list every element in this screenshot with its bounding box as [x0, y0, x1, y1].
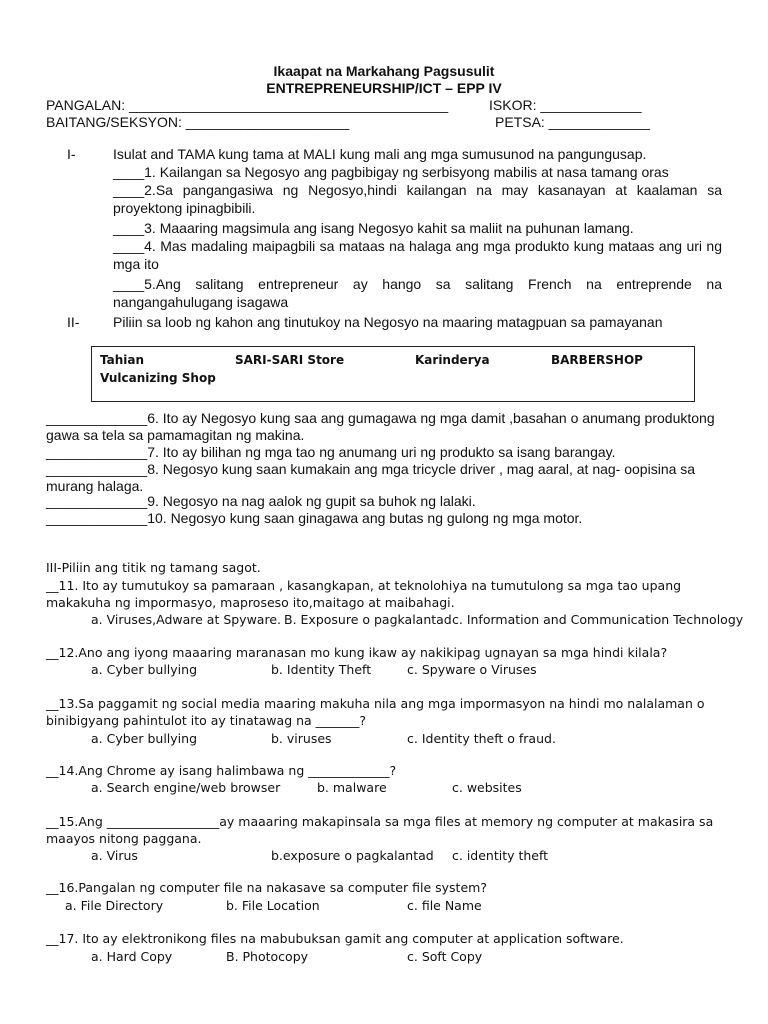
- choice-vulcanizing-shop: Vulcanizing Shop: [100, 371, 216, 385]
- q16-choice-a: a. File Directory: [65, 898, 164, 913]
- choice-karinderya: Karinderya: [415, 353, 490, 367]
- choice-barbershop: BARBERSHOP: [551, 353, 643, 367]
- exam-title: Ikaapat na Markahang Pagsusulit: [273, 63, 495, 79]
- choices-box: [91, 346, 695, 402]
- q15-choice-b: b.exposure o pagkalantad: [271, 848, 434, 863]
- q11-choice-a: a. Viruses,Adware at Spyware.: [91, 612, 281, 627]
- part1-instruction: Isulat and TAMA kung tama at MALI kung mali ang mga sumusunod na pangungusap.: [113, 146, 647, 162]
- part1-numeral: I-: [67, 146, 76, 162]
- part2-item-6: _____________6. Ito ay Negosyo kung saa ang gumagawa ng mga damit ,basahan o anumang produktong gawa sa tela sa pamamagitan ng makina.: [46, 410, 715, 443]
- q13-stem: __13.Sa paggamit ng social media maaring makuha nila ang mga impormasyon na hindi mo nalalaman o binibigyang pahintulot ito ay tinatawag na _______?: [46, 696, 705, 728]
- part1-item-1: ____1. Kailangan sa Negosyo ang pagbibigay ng serbisyong mabilis at nasa tamang oras: [113, 164, 669, 180]
- subject-title: ENTREPRENEURSHIP/ICT – EPP IV: [266, 80, 502, 96]
- name-field[interactable]: PANGALAN: _________________________________________: [46, 97, 449, 113]
- q17-stem: __17. Ito ay elektronikong files na mabubuksan gamit ang computer at application software.: [46, 931, 624, 946]
- part2-item-7: _____________7. Ito ay bilihan ng mga tao ng anumang uri ng produkto sa isang barangay.: [46, 444, 616, 460]
- choice-sari-sari-store: SARI-SARI Store: [235, 353, 345, 367]
- q15-choice-a: a. Virus: [91, 848, 138, 863]
- q16-choice-c: c. file Name: [407, 898, 482, 913]
- q17-choice-a: a. Hard Copy: [91, 949, 173, 964]
- part2-item-8: _____________8. Negosyo kung saan kumakain ang mga tricycle driver , mag aaral, at nag- oopisina sa murang halaga.: [46, 461, 696, 494]
- part2-instruction: Piliin sa loob ng kahon ang tinutukoy na Negosyo na maaring matagpuan sa pamayanan: [113, 314, 663, 330]
- part2-item-9: _____________9. Negosyo na nag aalok ng gupit sa buhok ng lalaki.: [46, 493, 476, 509]
- q14-stem: __14.Ang Chrome ay isang halimbawa ng _____________?: [46, 763, 397, 778]
- section-field[interactable]: BAITANG/SEKSYON: _____________________: [46, 114, 350, 130]
- part1-item-3: ____3. Maaaring magsimula ang isang Negosyo kahit sa maliit na puhunan lamang.: [113, 220, 634, 236]
- part2-item-10: _____________10. Negosyo kung saan ginagawa ang butas ng gulong ng mga motor.: [46, 510, 583, 526]
- q11-choice-c: c. Information and Communication Technology: [452, 612, 744, 627]
- part1-item-5: ____5.Ang salitang entrepreneur ay hango sa salitang French na entreprende na nangangahulugang isagawa: [113, 276, 722, 310]
- q13-choice-c: c. Identity theft o fraud.: [407, 731, 556, 746]
- q16-stem: __16.Pangalan ng computer file na nakasave sa computer file system?: [46, 880, 487, 895]
- q15-choice-c: c. identity theft: [452, 848, 549, 863]
- q14-choice-b: b. malware: [317, 780, 387, 795]
- q14-choice-a: a. Search engine/web browser: [91, 780, 281, 795]
- part1-item-4: ____4. Mas madaling maipagbili sa mataas na halaga ang mga produkto kung mataas ang uri ng mga ito: [113, 238, 722, 272]
- q13-choice-a: a. Cyber bullying: [91, 731, 197, 746]
- part3-instruction: III-Piliin ang titik ng tamang sagot.: [46, 560, 261, 575]
- q12-choice-b: b. Identity Theft: [271, 662, 372, 677]
- date-field[interactable]: PETSA: _____________: [495, 114, 650, 130]
- q11-stem: __11. Ito ay tumutukoy sa pamaraan , kasangkapan, at teknolohiya na tumutulong sa mga tao upang makakuha ng impormasyo, maproseso ito,maitago at maibahagi.: [46, 578, 682, 610]
- q14-choice-c: c. websites: [452, 780, 522, 795]
- q12-choice-c: c. Spyware o Viruses: [407, 662, 537, 677]
- choice-tahian: Tahian: [100, 353, 145, 367]
- q12-stem: __12.Ano ang iyong maaaring maranasan mo kung ikaw ay nakikipag ugnayan sa mga hindi kilala?: [46, 645, 668, 660]
- q17-choice-c: c. Soft Copy: [407, 949, 483, 964]
- q15-stem: __15.Ang __________________ay maaaring makapinsala sa mga files at memory ng computer at makasira sa maayos nitong paggana.: [46, 814, 714, 846]
- q16-choice-b: b. File Location: [226, 898, 320, 913]
- q13-choice-b: b. viruses: [271, 731, 332, 746]
- q17-choice-b: B. Photocopy: [226, 949, 309, 964]
- q11-choice-b: B. Exposure o pagkalantad: [284, 612, 452, 627]
- score-field[interactable]: ISKOR: _____________: [489, 97, 642, 113]
- q12-choice-a: a. Cyber bullying: [91, 662, 197, 677]
- part2-numeral: II-: [67, 314, 80, 330]
- part1-item-2: ____2.Sa pangangasiwa ng Negosyo,hindi kailangan na may kasanayan at kaalaman sa proyektong ipinagbibili.: [113, 182, 722, 216]
